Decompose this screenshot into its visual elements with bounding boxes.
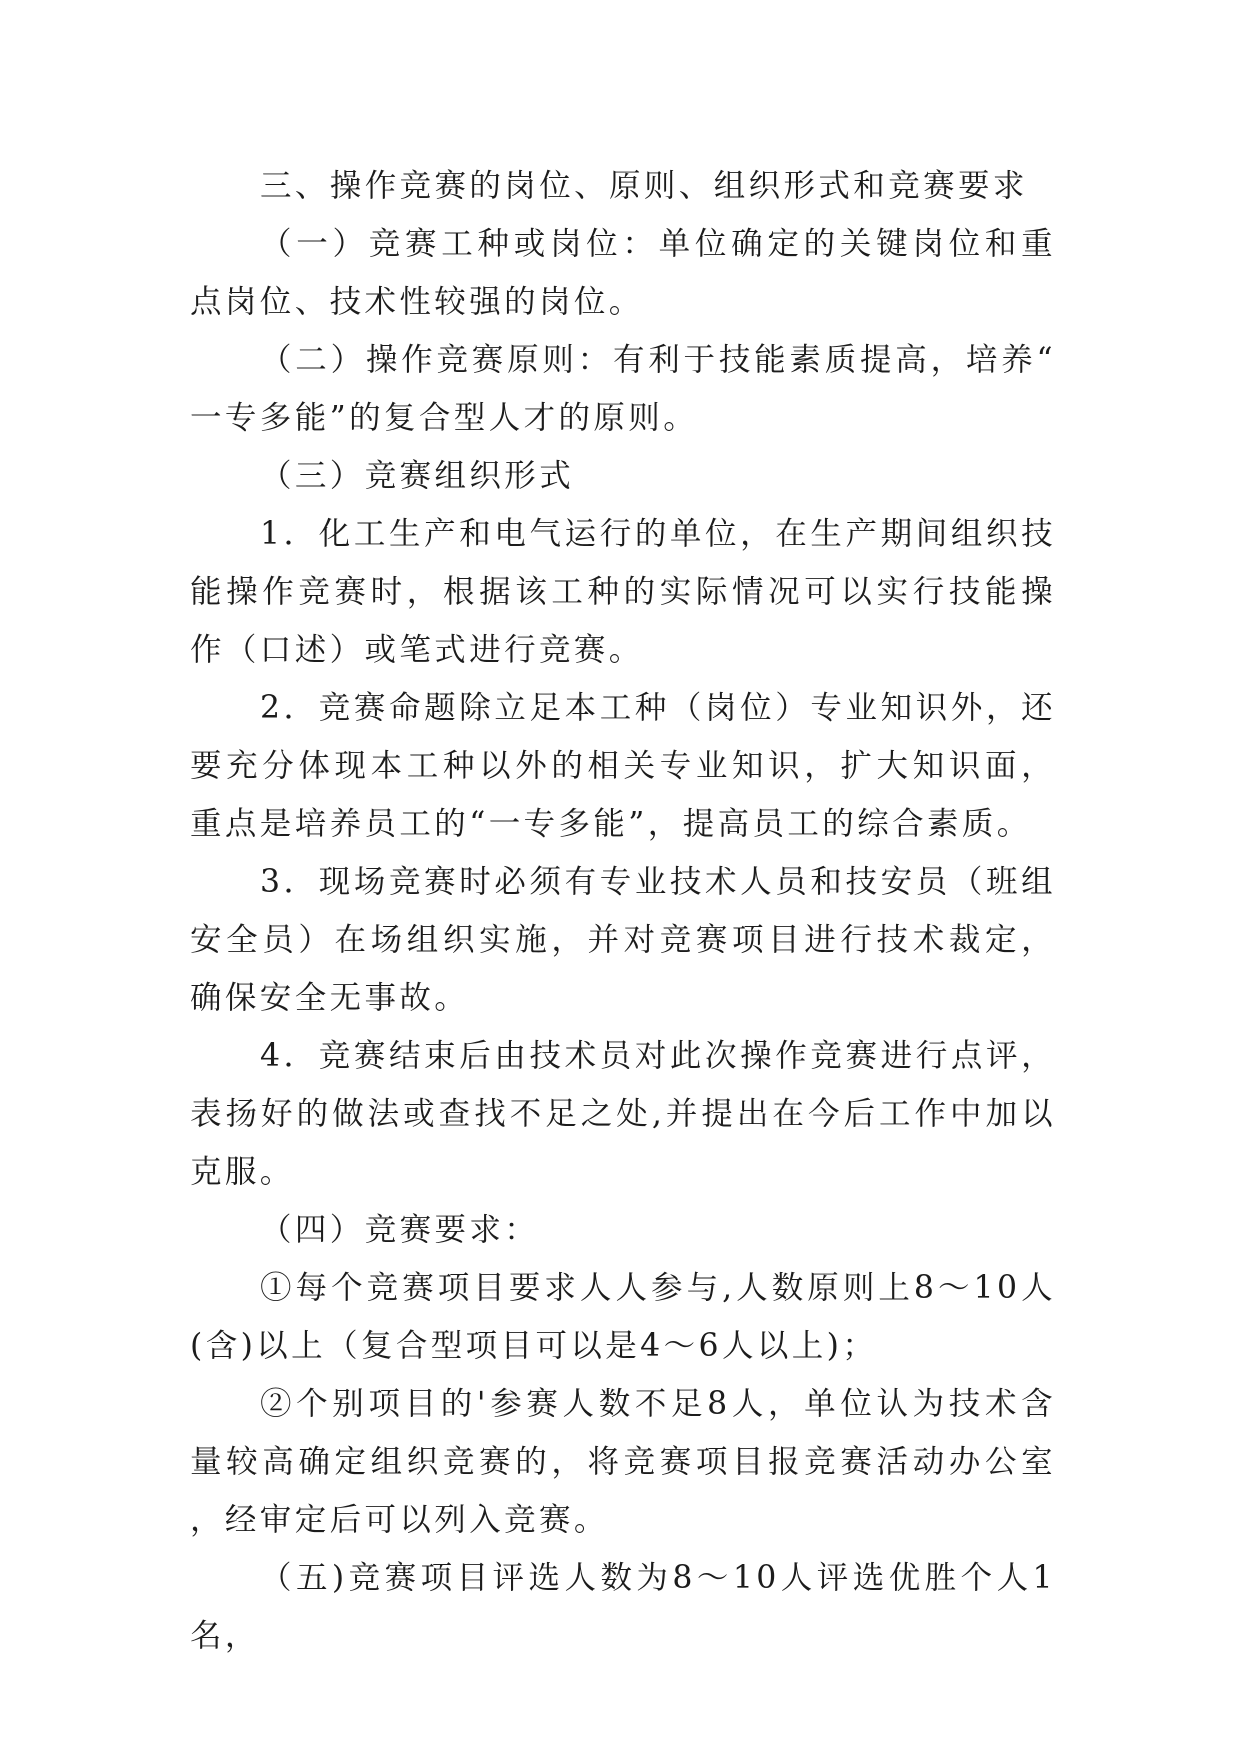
- list-item: 3．现场竞赛时必须有专业技术人员和技安员（班组安全员）在场组织实施，并对竞赛项目进行技术裁定，确保安全无事故。: [190, 864, 1056, 1016]
- list-item: 4．竞赛结束后由技术员对此次操作竞赛进行点评，表扬好的做法或查找不足之处,并提出在今后工作中加以克服。: [190, 1038, 1056, 1190]
- paragraph: （五)竞赛项目评选人数为8～10人评选优胜个人1名，: [190, 1560, 1056, 1654]
- paragraph: （一）竞赛工种或岗位：单位确定的关键岗位和重点岗位、技术性较强的岗位。: [190, 226, 1056, 320]
- list-item: ②个别项目的'参赛人数不足8人，单位认为技术含量较高确定组织竞赛的，将竞赛项目报竞赛活动办公室，经审定后可以列入竞赛。: [190, 1386, 1056, 1538]
- paragraph: （二）操作竞赛原则：有利于技能素质提高，培养“一专多能”的复合型人才的原则。: [190, 342, 1056, 436]
- subsection-heading: （三）竞赛组织形式: [260, 458, 575, 494]
- list-item: ①每个竞赛项目要求人人参与,人数原则上8～10人(含)以上（复合型项目可以是4～6人以上)；: [190, 1270, 1056, 1364]
- list-item: 1．化工生产和电气运行的单位，在生产期间组织技能操作竞赛时，根据该工种的实际情况可以实行技能操作（口述）或笔式进行竞赛。: [190, 516, 1056, 668]
- document-body: [190, 157, 1056, 1665]
- section-heading: 三、操作竞赛的岗位、原则、组织形式和竞赛要求: [260, 168, 1028, 204]
- list-item: 2．竞赛命题除立足本工种（岗位）专业知识外，还要充分体现本工种以外的相关专业知识，扩大知识面，重点是培养员工的“一专多能”，提高员工的综合素质。: [190, 690, 1056, 842]
- subsection-heading: （四）竞赛要求：: [260, 1212, 540, 1248]
